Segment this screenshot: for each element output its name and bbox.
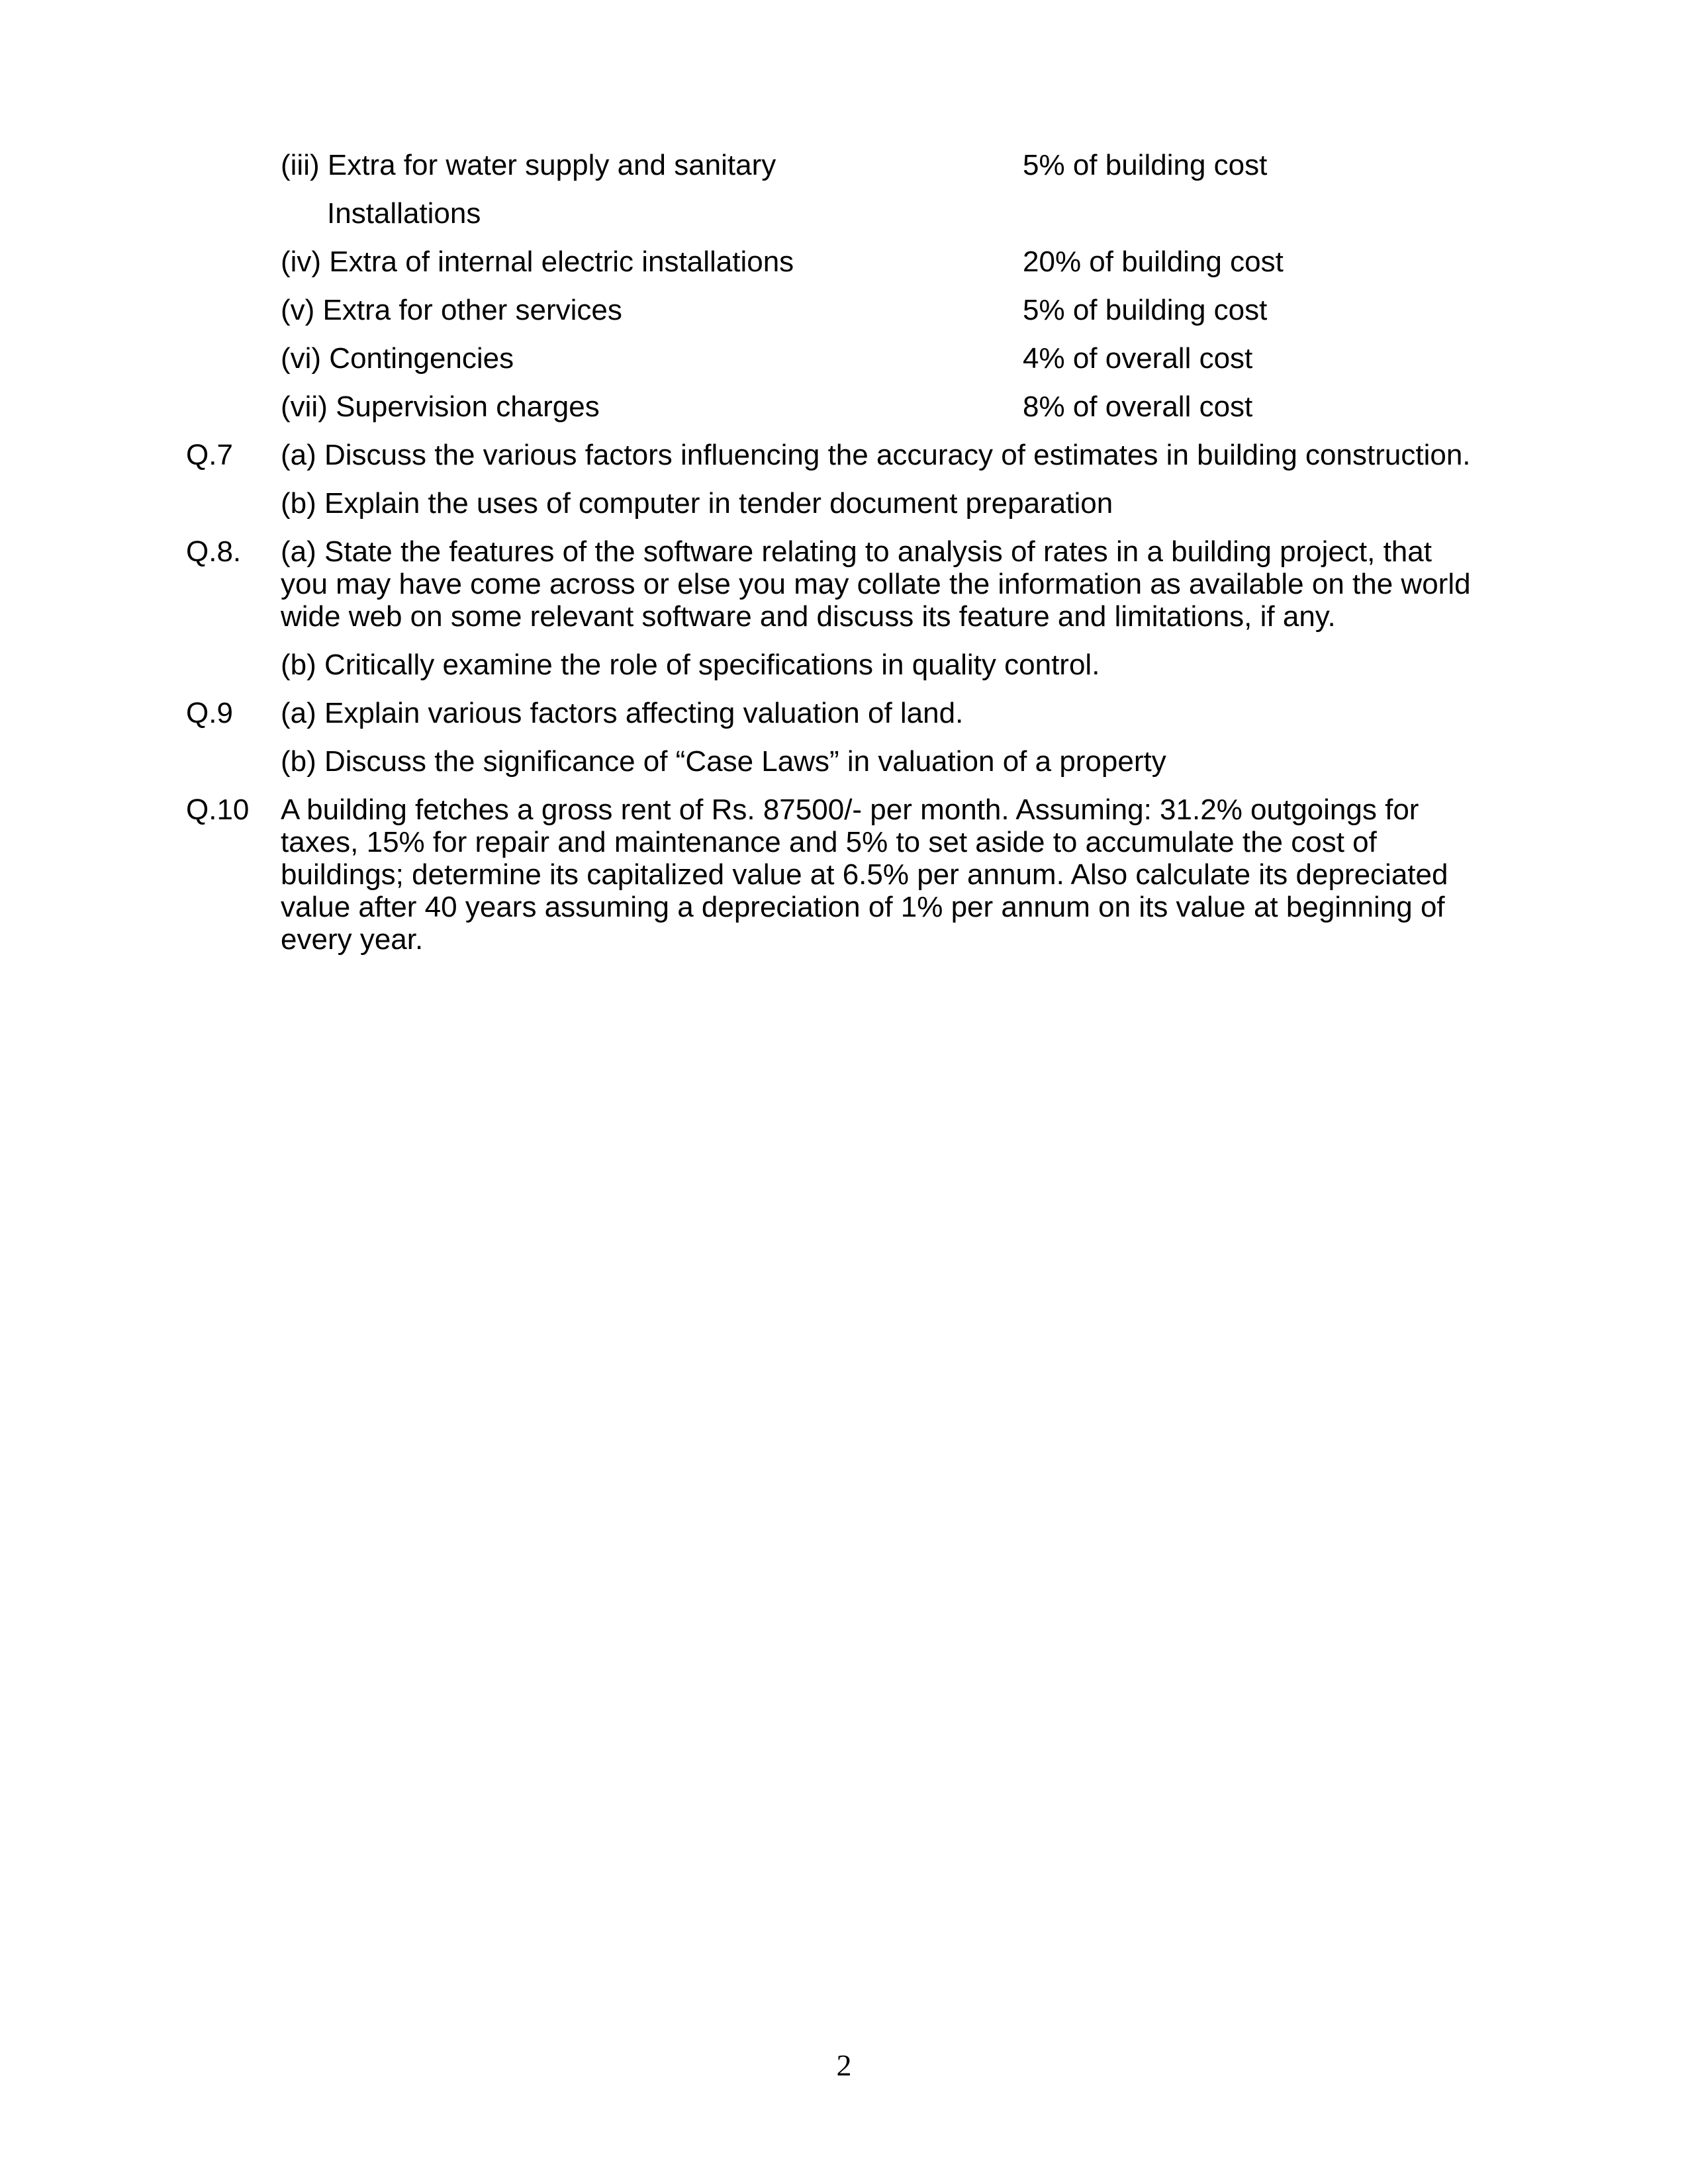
question-part-b: (b) Critically examine the role of specifications in quality control. xyxy=(281,649,1100,681)
question-part-a: (a) Discuss the various factors influencing the accuracy of estimates in building construction. xyxy=(281,439,1471,471)
question-part-b: (b) Discuss the significance of “Case Laws” in valuation of a property xyxy=(281,745,1166,778)
question-part-a: (a) Explain various factors affecting valuation of land. xyxy=(281,697,964,729)
question-number: Q.9 xyxy=(186,697,233,729)
question-number: Q.10 xyxy=(186,794,250,826)
cost-item-label: Installations xyxy=(327,197,481,230)
page-number: 2 xyxy=(836,2048,852,2082)
question-text-line: value after 40 years assuming a depreciation of 1% per annum on its value at beginning of xyxy=(281,891,1445,923)
cost-item-label: (v) Extra for other services xyxy=(281,294,622,326)
question-text-line: wide web on some relevant software and discuss its feature and limitations, if any. xyxy=(281,600,1336,633)
question-number: Q.8. xyxy=(186,535,242,568)
cost-item-label: (iv) Extra of internal electric installations xyxy=(281,246,794,278)
cost-item-value: 4% of overall cost xyxy=(1023,342,1253,375)
question-text-line: taxes, 15% for repair and maintenance and 5% to set aside to accumulate the cost of xyxy=(281,826,1377,858)
cost-item-value: 20% of building cost xyxy=(1023,246,1284,278)
question-text-line: (a) State the features of the software relating to analysis of rates in a building project, that xyxy=(281,535,1432,568)
question-part-b: (b) Explain the uses of computer in tender document preparation xyxy=(281,487,1113,520)
question-text-line: you may have come across or else you may collate the information as available on the world xyxy=(281,568,1471,600)
cost-item-label: (iii) Extra for water supply and sanitary xyxy=(281,149,776,181)
cost-item-label: (vi) Contingencies xyxy=(281,342,514,375)
question-text-line: buildings; determine its capitalized value at 6.5% per annum. Also calculate its depreciated xyxy=(281,858,1448,891)
cost-item-label: (vii) Supervision charges xyxy=(281,390,600,423)
cost-item-value: 5% of building cost xyxy=(1023,294,1268,326)
question-text-line: A building fetches a gross rent of Rs. 87500/- per month. Assuming: 31.2% outgoings for xyxy=(281,794,1419,826)
question-body xyxy=(281,794,1459,956)
question-part-a xyxy=(281,535,1471,633)
cost-item-value: 8% of overall cost xyxy=(1023,390,1253,423)
cost-item-value: 5% of building cost xyxy=(1023,149,1268,181)
question-text-line: every year. xyxy=(281,923,424,956)
question-number: Q.7 xyxy=(186,439,233,471)
